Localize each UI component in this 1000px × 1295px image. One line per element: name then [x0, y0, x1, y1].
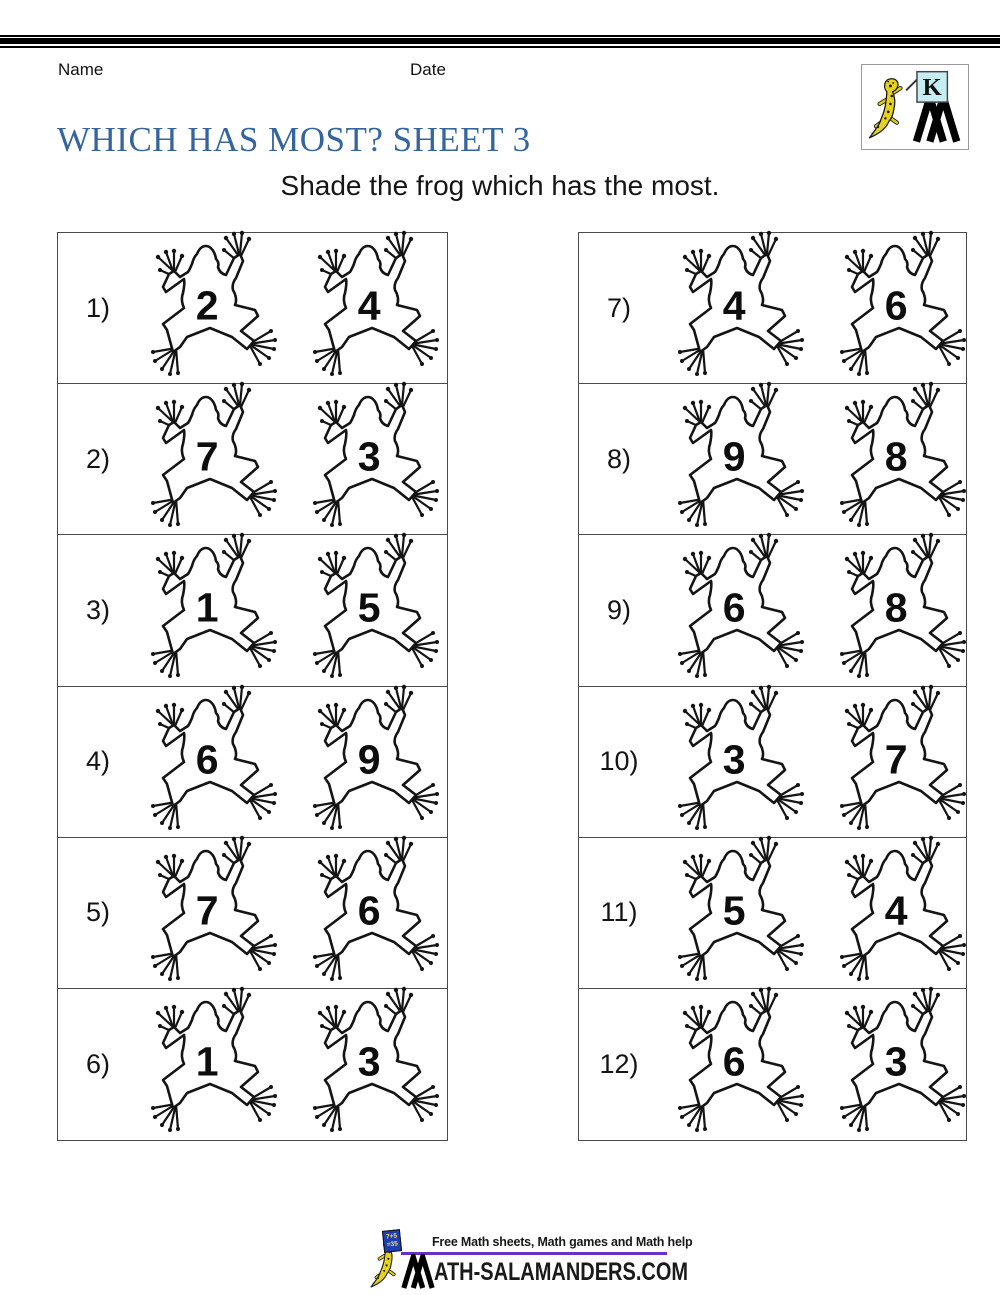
frog-right[interactable] — [302, 380, 442, 534]
problem-number: 4) — [85, 746, 110, 777]
frog-count: 6 — [722, 1038, 746, 1085]
frog-count: 7 — [195, 433, 219, 480]
problem-number: 9) — [606, 594, 631, 625]
problem-row — [579, 838, 966, 989]
frog-count: 7 — [884, 736, 908, 783]
frog-count: 4 — [357, 282, 381, 329]
date-label: Date — [410, 60, 446, 79]
problem-row — [58, 384, 447, 535]
m-monogram-icon — [916, 97, 956, 141]
frog-count: 9 — [722, 433, 746, 480]
sum-sign-line1: 7+5 — [385, 1232, 398, 1241]
frog-left[interactable] — [140, 834, 280, 988]
frog-count: 6 — [357, 887, 381, 934]
frog-left[interactable] — [140, 229, 280, 383]
frog-count: 6 — [884, 282, 908, 329]
frog-right[interactable] — [302, 985, 442, 1139]
sum-sign-line2: =35 — [386, 1240, 399, 1249]
frog-right[interactable] — [829, 834, 969, 988]
footer-purple-rule — [401, 1252, 667, 1255]
sum-sign-icon — [382, 1229, 402, 1253]
frog-count: 1 — [195, 584, 219, 631]
problem-number: 6) — [85, 1049, 110, 1080]
top-rule — [0, 35, 1000, 48]
frog-left[interactable] — [667, 683, 807, 837]
grade-letter: K — [922, 74, 942, 102]
problem-row — [58, 535, 447, 686]
m-monogram-icon — [401, 1254, 435, 1291]
salamander-icon — [870, 79, 901, 138]
frog-count: 4 — [884, 887, 908, 934]
problems-table-left — [57, 232, 448, 1141]
problem-number: 8) — [606, 443, 631, 474]
page-instructions: Shade the frog which has the most. — [280, 170, 720, 201]
frog-right[interactable] — [302, 229, 442, 383]
frog-left[interactable] — [667, 531, 807, 685]
frog-right[interactable] — [829, 683, 969, 837]
frog-count: 1 — [195, 1038, 219, 1085]
problem-row — [579, 535, 966, 686]
problem-row — [58, 233, 447, 384]
frog-count: 5 — [722, 887, 746, 934]
math-salamanders-logo — [861, 64, 969, 150]
frog-right[interactable] — [302, 683, 442, 837]
footer-tagline: Free Math sheets, Math games and Math help — [432, 1235, 693, 1249]
problem-row — [58, 838, 447, 989]
frog-count: 5 — [357, 584, 381, 631]
frog-count: 6 — [195, 736, 219, 783]
frog-count: 3 — [722, 736, 746, 783]
frog-count: 2 — [195, 282, 219, 329]
frog-right[interactable] — [829, 985, 969, 1139]
frog-right[interactable] — [829, 531, 969, 685]
frog-count: 4 — [722, 282, 746, 329]
problem-number: 7) — [606, 292, 631, 323]
frog-right[interactable] — [302, 834, 442, 988]
frog-left[interactable] — [140, 683, 280, 837]
page-title: WHICH HAS MOST? SHEET 3 — [57, 120, 531, 159]
frog-right[interactable] — [829, 380, 969, 534]
frog-right[interactable] — [302, 531, 442, 685]
pencil-icon — [906, 80, 917, 91]
problem-number: 5) — [85, 897, 110, 928]
frog-left[interactable] — [667, 380, 807, 534]
frog-count: 8 — [884, 584, 908, 631]
frog-right[interactable] — [829, 229, 969, 383]
frog-left[interactable] — [667, 985, 807, 1139]
problem-row — [579, 989, 966, 1140]
problem-row — [58, 989, 447, 1140]
problem-number: 10) — [599, 746, 639, 777]
frog-left[interactable] — [140, 531, 280, 685]
footer-site-url: ATH-SALAMANDERS.COM — [434, 1258, 689, 1286]
problem-row — [58, 687, 447, 838]
frog-count: 3 — [357, 1038, 381, 1085]
footer-branding — [368, 1230, 693, 1294]
frog-count: 7 — [195, 887, 219, 934]
problem-number: 3) — [85, 594, 110, 625]
problem-number: 1) — [85, 292, 110, 323]
frog-count: 8 — [884, 433, 908, 480]
frog-left[interactable] — [140, 380, 280, 534]
frog-left[interactable] — [667, 229, 807, 383]
problem-row — [579, 687, 966, 838]
frog-left[interactable] — [140, 985, 280, 1139]
problems-table-right — [578, 232, 967, 1141]
problem-number: 11) — [600, 897, 638, 928]
problem-row — [579, 384, 966, 535]
frog-count: 9 — [357, 736, 381, 783]
frog-count: 3 — [357, 433, 381, 480]
frog-count: 3 — [884, 1038, 908, 1085]
problem-row — [579, 233, 966, 384]
frog-left[interactable] — [667, 834, 807, 988]
name-label: Name — [58, 60, 104, 79]
problem-number: 12) — [599, 1049, 639, 1080]
frog-count: 6 — [722, 584, 746, 631]
problem-number: 2) — [85, 443, 110, 474]
